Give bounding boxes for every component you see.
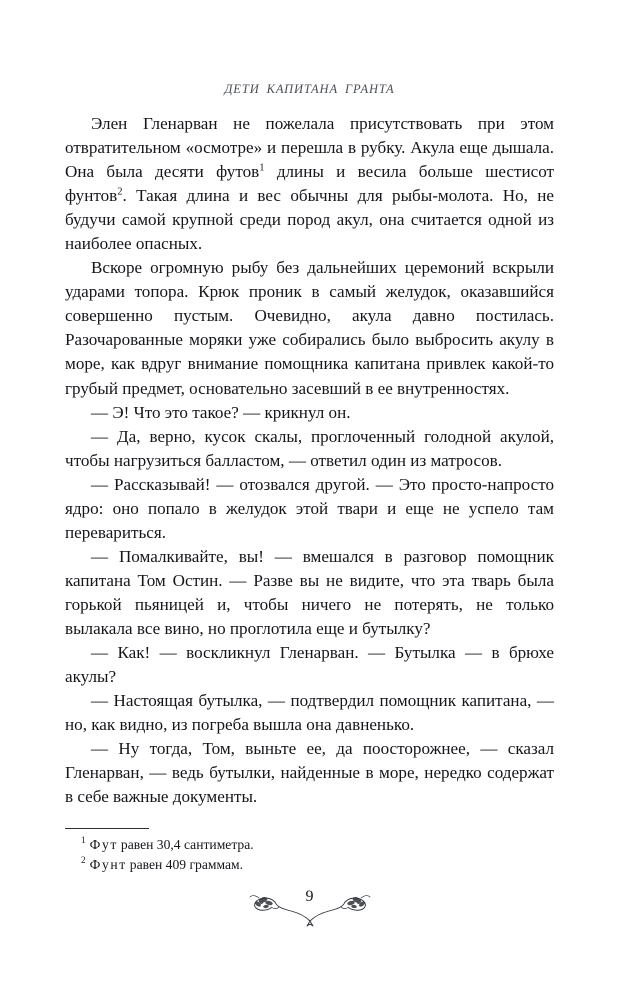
body-paragraph: Вскоре огромную рыбу без дальнейших церемоний вскрыли ударами топора. Крюк проник в самый желудок, оказавшийся совершенно пустым. Очевидно, акула давно постилась. Разочарованные моряки уже собирались было выбросить акулу в море, как вдруг внимание помощника капитана привлек какой-то грубый предмет, основательно засевший в ее внутренностях. xyxy=(65,258,554,398)
footnote-separator-rule xyxy=(65,828,149,829)
footnote-marker: 1 xyxy=(81,835,86,846)
footnotes-section xyxy=(65,828,554,875)
body-paragraph: — Настоящая бутылка, — подтвердил помощник капитана, — но, как видно, из погреба вышла она давненько. xyxy=(65,691,554,735)
body-paragraph: Элен Гленарван не пожелала присутствовать при этом отвратительном «осмотре» и перешла в рубку. Акула еще дышала. Она была десяти футов$^1$ длины и весила больше шестисот фунтов$^2$. Такая длина и вес обычны для рыбы-молота. Но, не будучи самой крупной среди пород акул, она считается одной из наиболее опасных. xyxy=(65,114,554,254)
footnote-reference[interactable]: 2 xyxy=(117,186,123,198)
running-head: ДЕТИ КАПИТАНА ГРАНТА xyxy=(224,82,395,96)
footnote-item xyxy=(65,836,554,855)
folio-block xyxy=(0,888,619,906)
body-paragraph: — Помалкивайте, вы! — вмешался в разговор помощник капитана Том Остин. — Разве вы не видите, что эта тварь была горькой пьяницей и, чтобы ничего не потерять, не только вылакала все вино, но проглотила еще и бутылку? xyxy=(65,546,554,638)
body-paragraph: — Как! — воскликнул Гленарван. — Бутылка — в брюхе акулы? xyxy=(65,643,554,687)
footnote-term: Фунт xyxy=(89,856,127,872)
footnote-term: Фут xyxy=(89,837,118,852)
footnote-list xyxy=(65,836,554,874)
body-paragraph: — Рассказывай! — отозвался другой. — Это просто-напросто ядро: оно попало в желудок этой твари и еще не успело там перевариться. xyxy=(65,474,554,542)
body-paragraph: — Ну тогда, Том, выньте ее, да поосторожнее, — сказал Гленарван, — ведь бутылки, найденные в море, нередко содержат в себе важные документы. xyxy=(65,739,554,807)
page-number: 9 xyxy=(305,888,314,905)
footnote-text: равен 409 граммам. xyxy=(129,856,243,872)
footnote-marker: 2 xyxy=(81,854,86,865)
footnote-text: равен 30,4 сантиметра. xyxy=(120,837,254,852)
body-paragraph: — Да, верно, кусок скалы, проглоченный голодной акулой, чтобы нагрузиться балластом, — ответил один из матросов. xyxy=(65,426,554,470)
footnote-reference[interactable]: 1 xyxy=(259,162,265,174)
body-text-column xyxy=(65,112,554,809)
body-paragraph: — Э! Что это такое? — крикнул он. xyxy=(91,402,351,422)
footnote-item xyxy=(65,856,554,875)
